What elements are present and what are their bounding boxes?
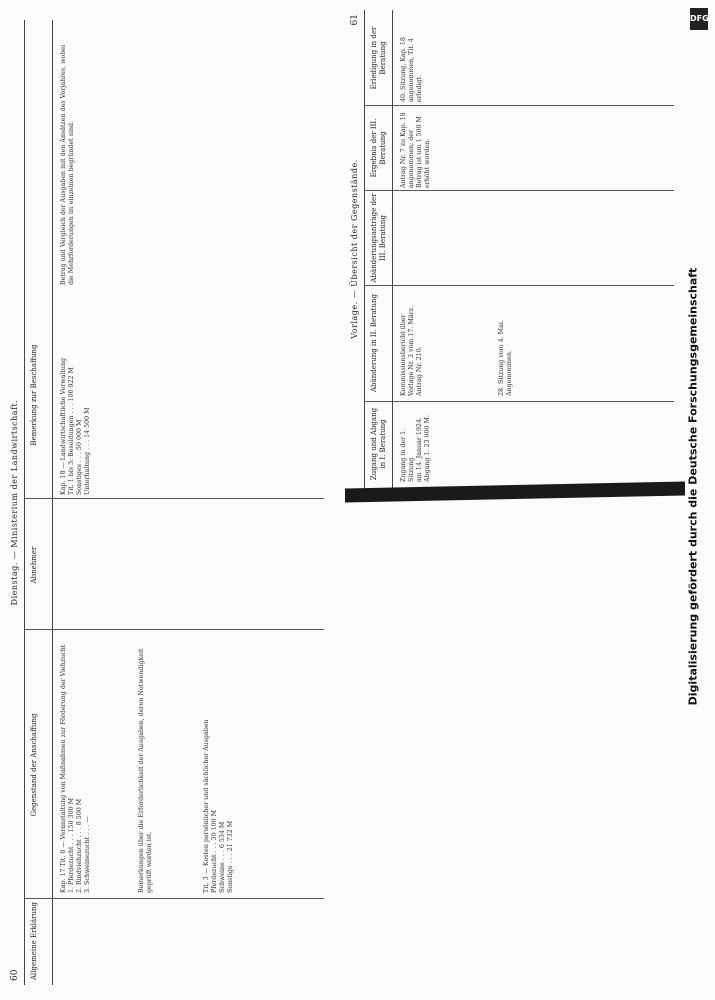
right-col-header-3: Abänderungsanträge der III. Beratung: [370, 193, 387, 283]
left-col-header-3: Abnehmer: [30, 546, 38, 584]
right-text-block: Zugang in der 1. Sitzung am 14. Januar 1924. Abgang 1. 23 000 M.: [400, 415, 431, 482]
right-col-header-2: Abänderung in II. Beratung: [370, 294, 378, 392]
left-text-block: Bemerkungen über die Erforderlichkeit der Ausgaben, deren Notwendigkeit geprüft worden ist.: [138, 648, 153, 893]
digitization-caption: Digitalisierung gefördert durch die Deutsche Forschungsgemeinschaft: [686, 267, 700, 706]
left-col-header-2: Gegenstand der Anschaffung: [30, 713, 38, 817]
right-col-header-1: Zugang und Abgang in I. Beratung: [370, 407, 387, 481]
left-text-block: Kap. 17 Tit. 8 — Veranstaltung von Maßnahmen zur Förderung der Viehzucht 1. Pferdezucht . . . 150 300 M 2. Rindviehzucht . . . 8 500 M 3. Schweinezucht . . . —: [60, 644, 91, 893]
left-col-divider: [24, 898, 324, 899]
left-col-divider: [24, 629, 324, 630]
right-text-block: 28. Sitzung vom 4. Mai. Angenommen.: [498, 320, 513, 396]
right-column-rule: [392, 10, 393, 488]
left-text-block: Tit. 3 — Kosten persönlicher und sächlicher Ausgaben Pferdezucht . . . 30 100 M Schweine . . . 6 534 M Sonstige . . . 21 732 M: [203, 719, 234, 893]
right-col-divider: [364, 401, 674, 402]
left-col-header-4: Bemerkung zur Beschaffung: [30, 344, 38, 446]
right-col-divider: [364, 190, 674, 191]
dfg-sidebar: [687, 0, 713, 1000]
left-column-rule: [52, 20, 53, 985]
right-text-block: Antrag Nr. 7 zu Kap. 18 angenommen; der Betrag ist um 1 500 M erhöht worden.: [400, 112, 431, 188]
right-col-header-5: Erledigung in der Beratung: [370, 26, 387, 90]
right-col-header-4: Ergebnis der III. Beratung: [370, 118, 387, 178]
right-text-block: Kommissionsbericht über Vorlage Nr. 2 vom 17. März. Antrag Nr. 210.: [400, 305, 423, 396]
dfg-logo-icon: DFG: [690, 8, 708, 30]
left-page-number: 60: [10, 969, 20, 981]
left-header-rule: [24, 20, 25, 985]
right-running-head: Vorlage. — Übersicht der Gegenstände.: [350, 159, 359, 339]
left-col-header-1: Allgemeine Erklärung: [30, 902, 38, 981]
right-page-number: 61: [350, 14, 360, 26]
left-text-block: Kap. 18 — Landwirtschaftliche Verwaltung Tit. 1 bis 3: Besoldungen . . . 106 922 M Sonstiges . . . 50 000 M Unterhaltung . . . 14 500 M: [60, 357, 91, 495]
left-running-head: Dienstag. — Ministerium der Landwirtschaft.: [10, 399, 19, 606]
right-page: [348, 10, 683, 488]
right-text-block: 40. Sitzung, Kap. 18 angenommen, Tit. 4 erledigt.: [400, 37, 423, 102]
right-header-rule: [364, 10, 365, 488]
right-col-divider: [364, 105, 674, 106]
left-text-block: Betrag und Vergleich der Ausgaben mit den Ansätzen des Vorjahres, wobei die Mehrforderungen im einzelnen begründet sind.: [60, 44, 75, 285]
left-col-divider: [24, 498, 324, 499]
right-col-divider: [364, 285, 674, 286]
left-page: [8, 20, 342, 985]
